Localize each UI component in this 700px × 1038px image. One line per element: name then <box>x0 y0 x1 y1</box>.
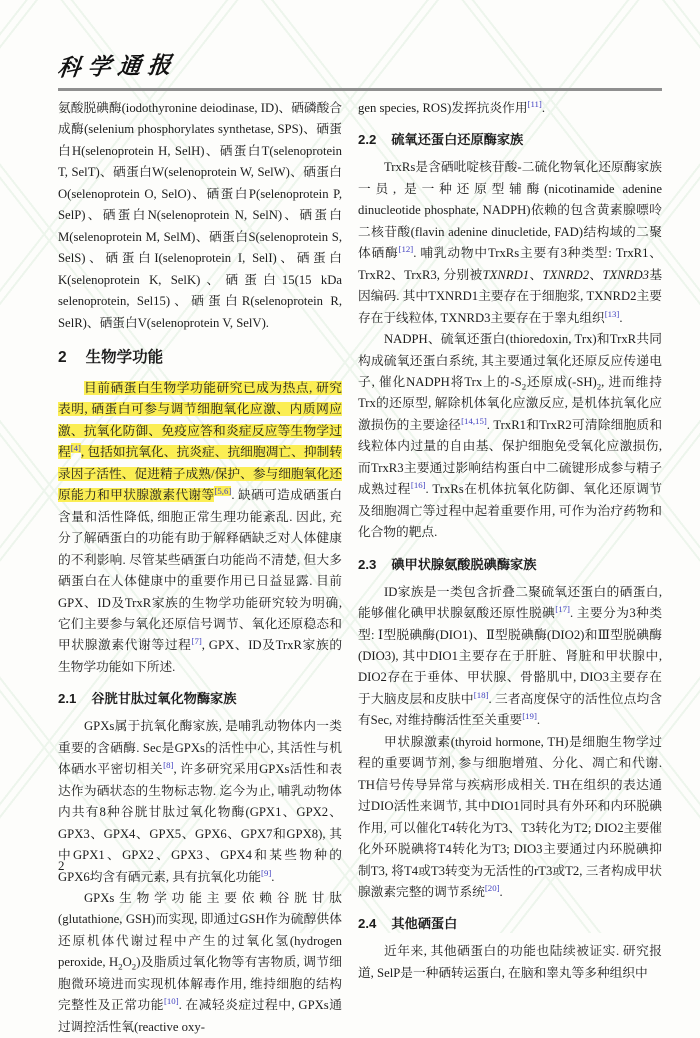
section-heading-2.1 <box>58 690 342 708</box>
text-run: . TrxRs在机体抗氧化防御、氧化还原调节及细胞凋亡等过程中起着重要作用, 可作为治疗药物和化合物的靶点. <box>358 482 662 540</box>
text-run: , 许多研究采用GPXs活性和表达作为硒状态的生物标志物. 迄今为止, 哺乳动物体内共有8种谷胱甘肽过氧化物酶(GPX1、GPX2、GPX3、GPX4、GPX5、GPX6、GPX7和GPX8), 其中GPX1、GPX2、GPX3、GPX4和某些物种的GPX6均含有硒元素, 具有抗氧化功能 <box>58 762 343 884</box>
citation-ref[interactable]: [16] <box>410 480 426 491</box>
text-run: 还原成(-SH) <box>526 374 597 389</box>
right-column <box>358 98 662 984</box>
text-run: 基因编码. 其中TXNRD1主要存在于细胞浆, TXNRD2主要存在于线粒体, TXNRD3主要存在于睾丸组织 <box>358 267 663 325</box>
text-run: 、 <box>529 267 543 282</box>
header-rule <box>58 88 662 91</box>
section-number: 2.2 <box>358 132 377 148</box>
journal-header <box>58 48 178 81</box>
text-run: , 包括如抗氧化、抗炎症、抗细胞凋亡、抑制转录因子活性、促进精子成熟/保护、参与细胞氧化还原能力和甲状腺激素代谢等 <box>58 445 343 503</box>
text-run: NADPH、硫氧还蛋白(thioredoxin, Trx)和TrxR共同构成硫氧还蛋白系统, 其主要通过氧化还原反应传递电子, 催化NADPH将Trx上的-S <box>358 332 662 389</box>
citation-ref[interactable]: [10] <box>163 995 179 1006</box>
citation-ref[interactable]: [13] <box>604 308 620 319</box>
text-run: ID家族是一类包含折叠二聚硫氧还蛋白的硒蛋白, 能够催化碘甲状腺氨酸还原性脱碘 <box>358 584 662 621</box>
citation-ref[interactable]: [14,15] <box>461 415 487 426</box>
section-heading-2.4 <box>358 915 662 933</box>
paragraph <box>58 716 342 888</box>
text-run: . TrxR1和TrxR2可清除细胞质和线粒体内过量的自由基、保护细胞免受氧化应激损伤, 而TrxR3主要通过影响结构蛋白中二硫键形成参与精子成熟过程 <box>358 417 663 497</box>
text-run: O <box>122 955 132 970</box>
text-run: 、 <box>589 267 603 282</box>
text-run: . 哺乳动物中TrxRs主要有3种类型: TrxR1、TrxR2、TrxR3, 分别被 <box>358 246 662 282</box>
subscript-text: 2 <box>596 381 602 392</box>
paragraph <box>58 888 342 1038</box>
section-heading-2 <box>58 348 342 368</box>
citation-ref[interactable]: [18] <box>473 689 489 700</box>
subscript-text: 2 <box>118 961 123 972</box>
citation-ref[interactable]: [5,6] <box>214 486 232 497</box>
paragraph <box>358 941 662 984</box>
citation-ref[interactable]: [20] <box>484 882 500 893</box>
section-title: 谷胱甘肽过氧化物酶家族 <box>91 691 237 707</box>
section-title: 碘甲状腺氨酸脱碘酶家族 <box>391 556 537 572</box>
text-run: GPXs生物学功能主要依赖谷胱甘肽(glutathione, GSH)而实现, 即通过GSH作为硫醇供体还原机体代谢过程中产生的过氧化氢(hydrogen peroxide, H <box>58 890 342 970</box>
text-run: . 缺硒可造成硒蛋白含量和活性降低, 细胞正常生理功能紊乱. 因此, 充分了解硒蛋白的功能有助于解释硒缺乏对人体健康的不利影响. 尽管某些硒蛋白功能尚不清楚, 但大多硒蛋白在人体健康中的重要作用已日益显露. 目前GPX、ID及TrxR家族的生物学功能研究较为明确, 它们主要参与氧化还原信号调节、氧化还原稳态和甲状腺激素代谢等过程 <box>58 488 343 653</box>
citation-ref[interactable]: [19] <box>522 711 537 722</box>
paragraph <box>358 98 662 119</box>
paragraph <box>358 732 662 904</box>
paragraph <box>58 378 342 678</box>
text-run: . 主要分为3种类型: Ⅰ型脱碘酶(DIO1)、Ⅱ型脱碘酶(DIO2)和Ⅲ型脱碘酶(DIO3), 其中DIO1主要存在于肝脏、肾脏和甲状腺中, DIO2存在于垂体、甲状腺、骨骼肌中, DIO3主要存在于大脑皮层和皮肤中 <box>358 606 663 706</box>
paragraph <box>358 157 662 329</box>
section-number: 2.4 <box>358 916 377 932</box>
text-run: , 进而维持Trx的还原型, 解除机体氧化应激反应, 是机体抗氧化应激损伤的主要途径 <box>358 374 662 432</box>
citation-ref[interactable]: [12] <box>398 244 414 255</box>
section-number: 2 <box>58 348 67 366</box>
journal-logo: 科学通报 <box>56 51 180 82</box>
section-title: 其他硒蛋白 <box>391 916 458 932</box>
text-run: TrxRs是含硒吡啶核苷酸-二硫化物氧化还原酶家族一员, 是一种还原型辅酶(nicotinamide adenine dinucleotide phosphate, NADPH)依赖的包含黄素腺嘌呤二核苷酸(flavin adenine dinucletide, FAD)结构域的二聚体硒酶 <box>358 160 662 261</box>
section-number: 2.3 <box>358 556 377 572</box>
text-run: GPXs属于抗氧化酶家族, 是哺乳动物体内一类重要的含硒酶. Sec是GPXs的活性中心, 其活性与机体硒水平密切相关 <box>58 719 342 777</box>
section-heading-2.3 <box>358 556 662 574</box>
text-run: 目前硒蛋白生物学功能研究已成为热点, 研究表明, 硒蛋白可参与调节细胞氧化应激、内质网应激、抗氧化防御、免疫应答和炎症反应等生物学过程 <box>58 380 342 460</box>
citation-ref[interactable]: [11] <box>527 98 542 109</box>
citation-ref[interactable]: [7] <box>191 636 202 647</box>
text-run: 氨酸脱碘酶(iodothyronine deiodinase, ID)、硒磷酸合成酶(selenium phosphorylates synthetase, SPS)、硒蛋白H(selenoprotein H, SelH)、硒蛋白T(selenoprotein T, SelT)、硒蛋白W(selenoprotein W, SelW)、硒蛋白O(selenoprotein O, SelO)、硒蛋白P(selenoprotein P, SelP)、硒蛋白N(selenoprotein N, SelN)、硒蛋白M(selenoprotein M, SelM)、硒蛋白S(selenoprotein S, SelS)、硒蛋白I(selenoprotein I, SelI)、硒蛋白K(selenoprotein K, SelK)、硒蛋白15(15 kDa selenoprotein, Sel15)、硒蛋白R(selenoprotein R, SelR)、硒蛋白V(selenoprotein V, SelV). <box>58 101 342 330</box>
text-run: TXNRD3 <box>602 267 649 282</box>
text-run: . <box>541 101 546 115</box>
section-title: 硫氧还蛋白还原酶家族 <box>391 132 524 148</box>
section-heading-2.2 <box>358 131 662 149</box>
subscript-text: 2 <box>521 381 527 392</box>
text-run: . <box>619 310 623 325</box>
subscript-text: 2 <box>131 961 137 972</box>
paragraph <box>358 582 662 732</box>
text-run: TXNRD2 <box>542 267 590 282</box>
paragraph <box>58 98 342 334</box>
paragraph <box>358 329 662 544</box>
citation-ref[interactable]: [8] <box>163 760 174 770</box>
left-column <box>58 98 342 1038</box>
citation-ref[interactable]: [17] <box>555 603 570 614</box>
text-run: . 三者高度保守的活性位点均含有Sec, 对维持酶活性至关重要 <box>358 691 663 728</box>
text-run: )及脂质过氧化物等有害物质, 调节细胞微环境进而实现机体解毒作用, 维持细胞的结构完整性及正常功能 <box>58 955 342 1013</box>
text-run: . <box>536 713 541 728</box>
text-run: . <box>271 869 275 884</box>
text-run: 甲状腺激素(thyroid hormone, TH)是细胞生物学过程的重要调节剂, 参与细胞增殖、分化、凋亡和代谢. TH信号传导异常与疾病形成相关. TH在组织的表达通过DIO活性来调节, 其中DIO1同时具有外环和内环脱碘作用, 可以催化T4转化为T3、T3转化为T2; DIO2主要催化外环脱碘将T4转化为T3; DIO3主要通过内环脱碘抑制T3, 将T4或T3转变为无活性的rT3或T2, 三者构成甲状腺激素完整的调节系统 <box>358 734 662 899</box>
page-number: 2 <box>58 858 65 873</box>
text-run: TXNRD1 <box>482 267 530 282</box>
text-run: gen species, ROS)发挥抗炎作用 <box>358 101 528 115</box>
text-run: . <box>499 884 503 899</box>
section-number: 2.1 <box>58 691 77 707</box>
citation-ref[interactable]: [9] <box>261 867 272 878</box>
citation-ref[interactable]: [4] <box>70 443 81 454</box>
text-run: , GPX、ID及TrxR家族的生物学功能如下所述. <box>58 638 343 674</box>
text-run: . 在减轻炎症过程中, GPXs通过调控活性氧(reactive oxy- <box>58 998 342 1034</box>
text-run: 近年来, 其他硒蛋白的功能也陆续被证实. 研究报道, SelP是一种硒转运蛋白, 在脑和睾丸等多种组织中 <box>358 944 662 980</box>
section-title: 生物学功能 <box>85 348 164 366</box>
